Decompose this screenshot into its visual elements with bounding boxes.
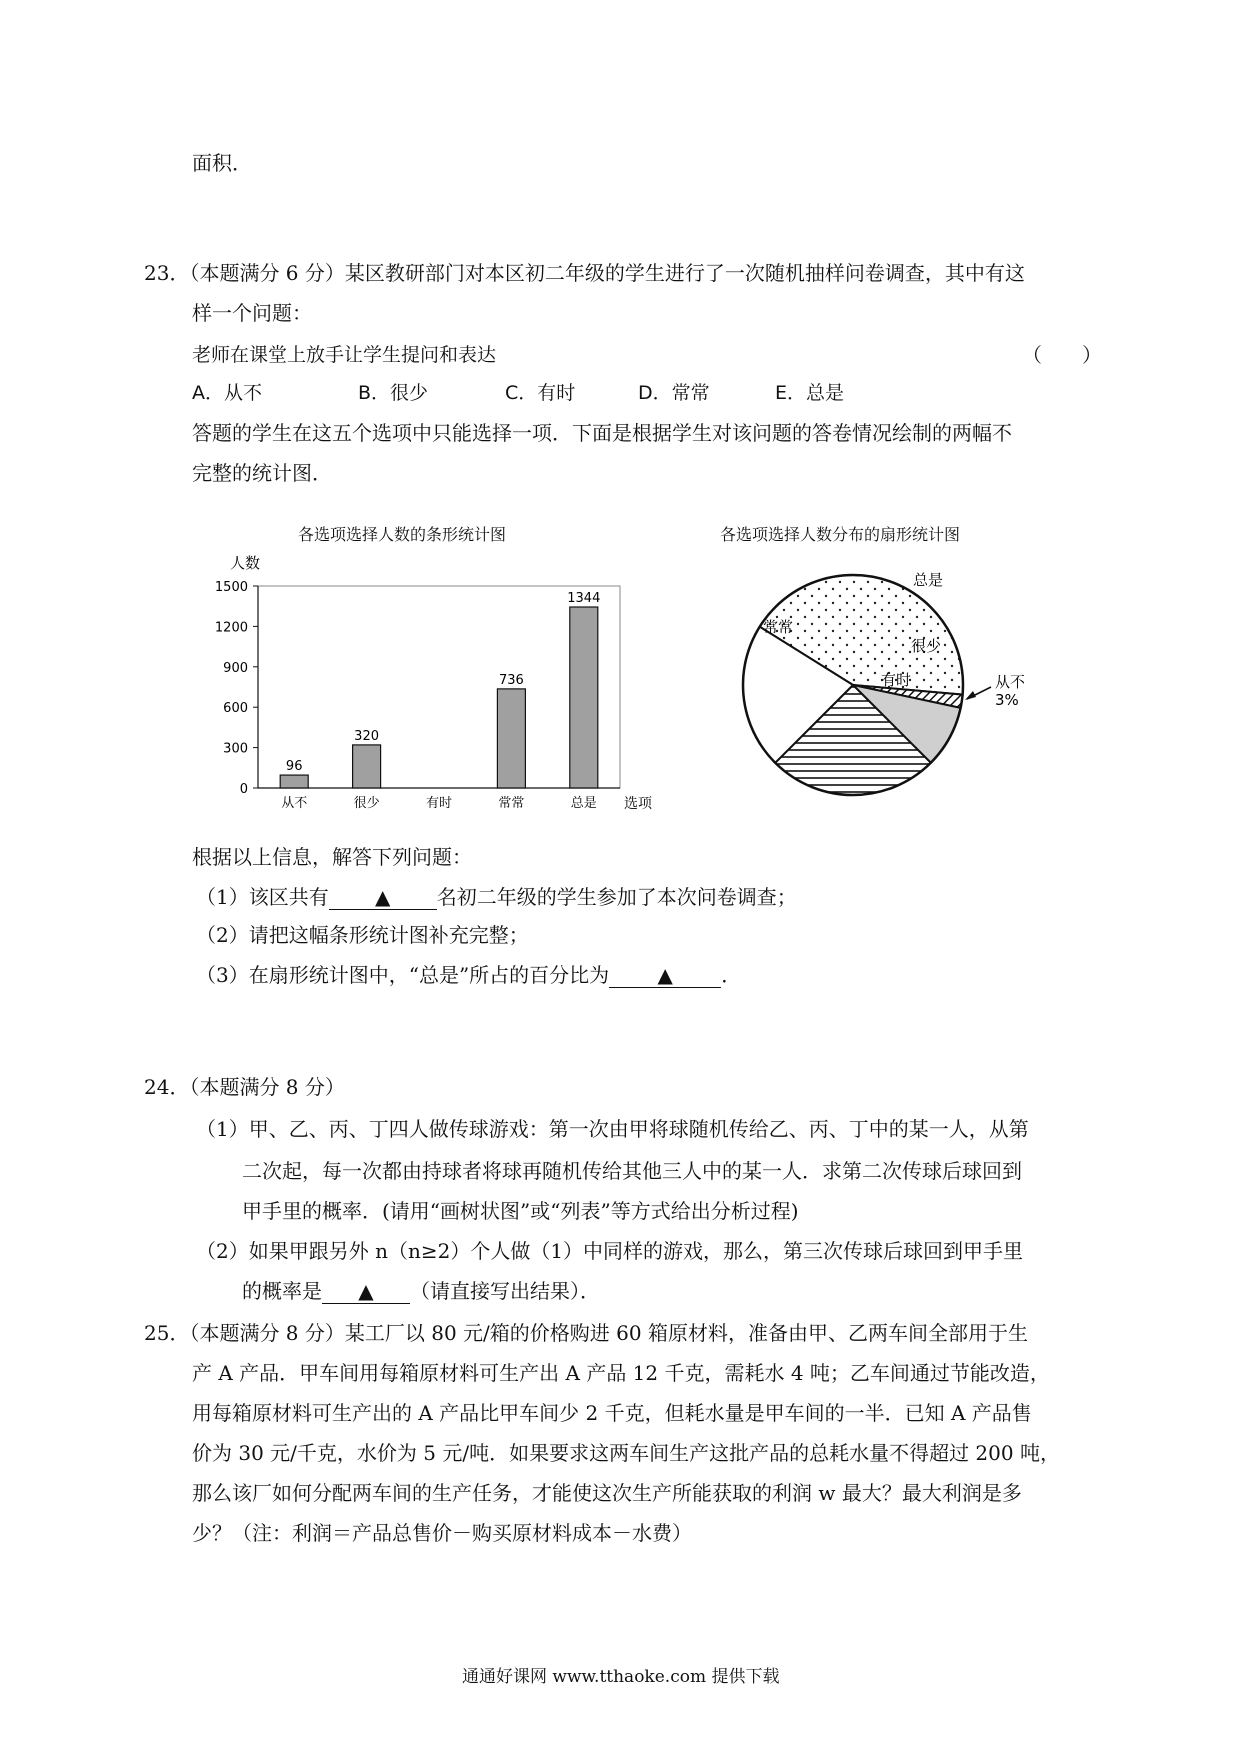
bar-0 [280, 775, 308, 788]
pie-callout-label: 从不 [995, 673, 1026, 691]
bar-category-label: 常常 [498, 796, 525, 810]
top-fragment: 面积． [192, 151, 252, 175]
pie-callout-value: 3% [995, 691, 1019, 709]
bar-value-label: 96 [285, 759, 303, 775]
q23-part1-blank[interactable]: ▲ [329, 885, 437, 910]
bar-chart-title: 各选项选择人数的条形统计图 [298, 525, 507, 544]
q24-part2-suffix: （请直接写出结果）． [410, 1279, 600, 1303]
bar-chart-xlabel: 选项 [624, 796, 652, 810]
bar-value-label: 736 [498, 672, 524, 688]
q23-option-d: D．常常 [638, 382, 710, 404]
q23-answer-paren: （ ） [1022, 343, 1102, 367]
bar-1 [353, 745, 381, 788]
pie-slice-label: 常常 [763, 618, 794, 636]
bar-chart [200, 548, 660, 810]
bar-value-label: 1344 [567, 591, 601, 607]
bar-y-tick-label: 1500 [214, 580, 248, 595]
bar-category-label: 总是 [570, 796, 597, 810]
q23-option-e: E．总是 [775, 382, 845, 404]
q25-line2: 产 A 产品．甲车间用每箱原材料可生产出 A 产品 12 千克，需耗水 4 吨；乙车间通过节能改造， [192, 1361, 1050, 1385]
bar-y-tick-label: 600 [223, 701, 248, 717]
q24-part2-prefix: 的概率是 [242, 1279, 322, 1303]
q23-line2: 样一个问题： [192, 301, 312, 325]
q24-part2-line2 [242, 1276, 600, 1306]
q25-line6: 少？（注：利润＝产品总售价－购买原材料成本－水费） [192, 1521, 692, 1545]
q25-line1: 25．（本题满分 8 分）某工厂以 80 元/箱的价格购进 60 箱原材料，准备由甲、乙两车间全部用于生 [144, 1321, 1028, 1345]
q24-head: 24．（本题满分 8 分） [144, 1075, 345, 1099]
bar-y-tick-label: 900 [223, 660, 248, 676]
bar-3 [497, 689, 525, 788]
bar-plot-frame [258, 586, 620, 788]
bar-category-label: 从不 [281, 796, 308, 810]
page-footer: 通通好课网 www.tthaoke.com 提供下载 [462, 1667, 780, 1687]
q23-desc1: 答题的学生在这五个选项中只能选择一项．下面是根据学生对该问题的答卷情况绘制的两幅不 [192, 421, 1012, 445]
q23-part3-suffix: ． [721, 963, 742, 987]
q25-line3: 用每箱原材料可生产出的 A 产品比甲车间少 2 千克，但耗水量是甲车间的一半．已知 A 产品售 [192, 1401, 1032, 1425]
q23-option-a: A．从不 [192, 382, 262, 404]
bar-4 [570, 607, 598, 788]
q23-line1: 23．（本题满分 6 分）某区教研部门对本区初二年级的学生进行了一次随机抽样问卷调查，其中有这 [144, 261, 1025, 285]
q25-line4: 价为 30 元/千克，水价为 5 元/吨．如果要求这两车间生产这批产品的总耗水量不得超过 200 吨， [192, 1441, 1060, 1465]
pie-slice-label: 很少 [911, 637, 942, 655]
q25-line5: 那么该厂如何分配两车间的生产任务，才能使这次生产所能获取的利润 w 最大？最大利润是多 [192, 1481, 1022, 1505]
q23-part1-suffix: 名初二年级的学生参加了本次问卷调查； [436, 885, 797, 909]
q23-part3-prefix: （3）在扇形统计图中，“总是”所占的百分比为 [196, 963, 610, 987]
q24-part1-line1: （1）甲、乙、丙、丁四人做传球游戏：第一次由甲将球随机传给乙、丙、丁中的某一人，从第 [196, 1117, 1029, 1141]
bar-value-label: 320 [354, 728, 380, 744]
bar-category-label: 有时 [425, 796, 453, 810]
q23-question: 老师在课堂上放手让学生提问和表达 [192, 344, 497, 366]
bar-y-tick-label: 1200 [214, 620, 248, 636]
pie-chart [725, 565, 1055, 805]
pie-chart-title: 各选项选择人数分布的扇形统计图 [720, 525, 961, 544]
pie-slice-label: 总是 [913, 571, 944, 589]
bar-y-tick-label: 0 [239, 782, 248, 797]
q23-part2: （2）请把这幅条形统计图补充完整； [196, 923, 529, 947]
q23-part3-blank[interactable]: ▲ [609, 963, 721, 988]
bar-category-label: 很少 [353, 796, 380, 810]
q24-part1-line3: 甲手里的概率．(请用“画树状图”或“列表”等方式给出分析过程) [242, 1199, 799, 1223]
q24-part2-blank[interactable]: ▲ [322, 1279, 410, 1304]
pie-callout-arrow [965, 691, 976, 700]
pie-slice-label: 有时 [881, 671, 912, 689]
bar-y-tick-label: 300 [223, 741, 248, 757]
q23-option-c: C．有时 [505, 382, 576, 404]
q23-part3 [196, 960, 741, 990]
q24-part1-line2: 二次起，每一次都由持球者将球再随机传给其他三人中的某一人．求第二次传球后球回到 [242, 1159, 1022, 1183]
q23-option-b: B．很少 [358, 382, 429, 404]
q23-intro: 根据以上信息，解答下列问题： [192, 845, 472, 869]
q23-part1 [196, 882, 797, 912]
q23-desc2: 完整的统计图． [192, 461, 332, 485]
bar-chart-ylabel: 人数 [230, 554, 261, 572]
q24-part2-line1: （2）如果甲跟另外 n（n≥2）个人做（1）中同样的游戏，那么，第三次传球后球回到甲手里 [196, 1239, 1024, 1263]
q23-part1-prefix: （1）该区共有 [196, 885, 329, 909]
